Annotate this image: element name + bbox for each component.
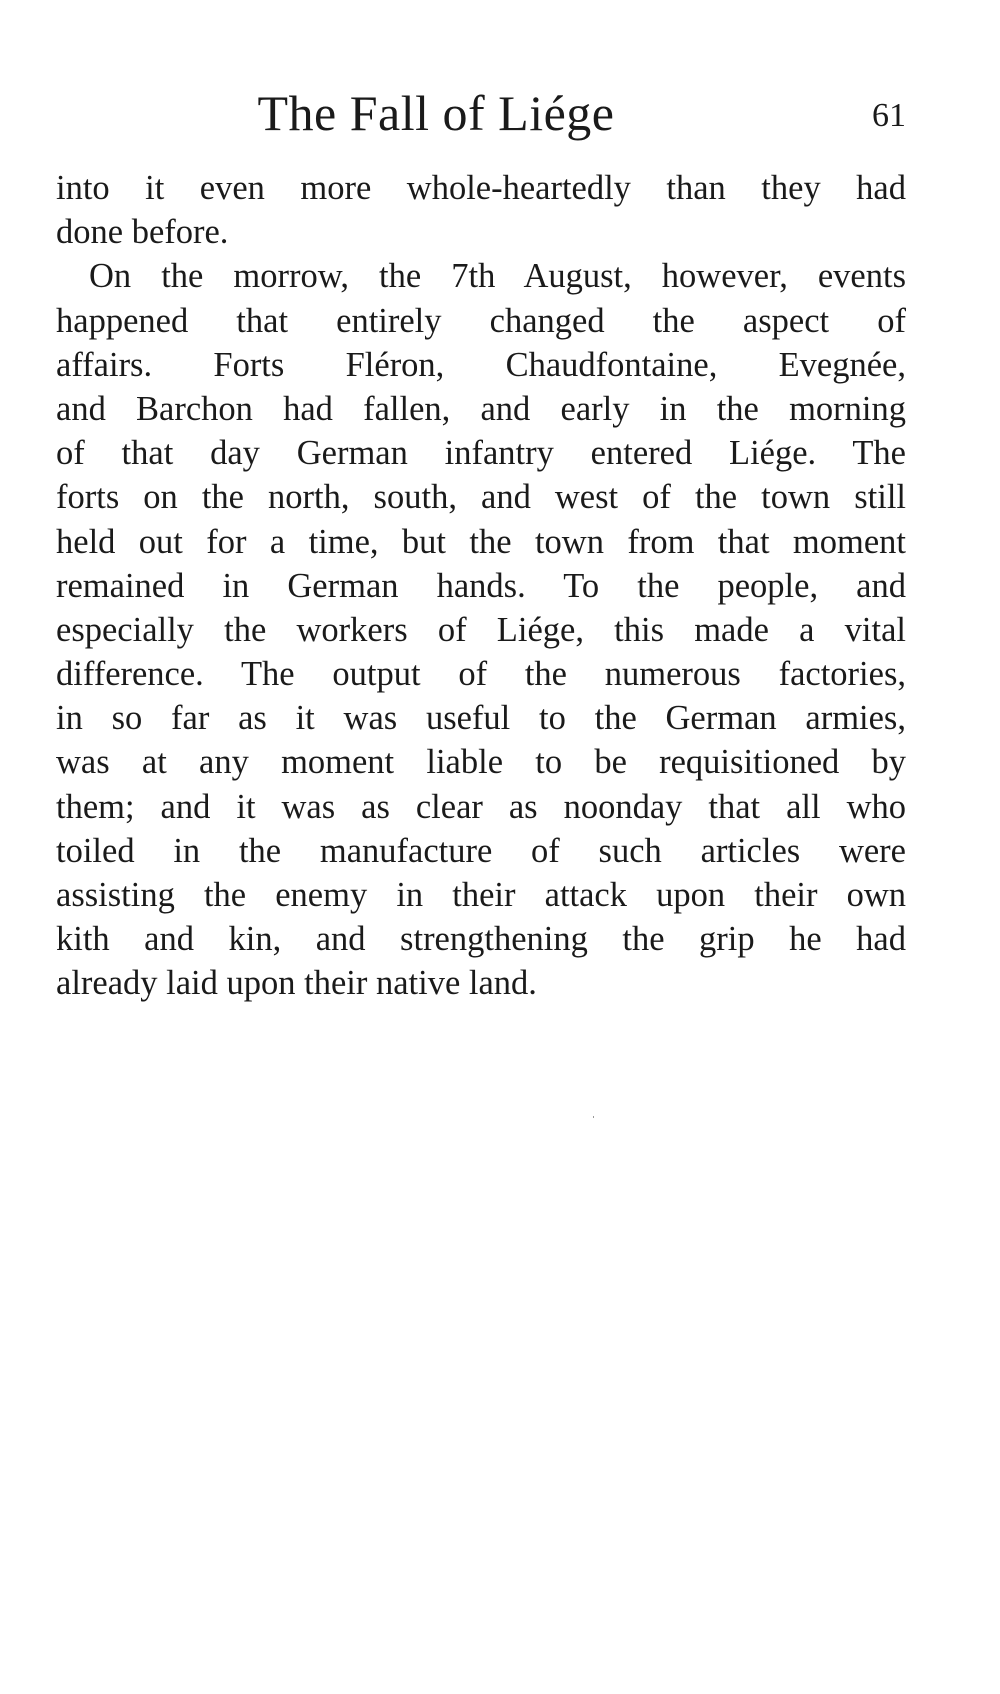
text-line: especially the workers of Liége, this made a vital bbox=[56, 610, 906, 649]
text-line: in so far as it was useful to the German armies, bbox=[56, 699, 906, 738]
paragraph bbox=[56, 254, 906, 1005]
paragraph bbox=[56, 166, 906, 254]
page-title: The Fall of Liége bbox=[257, 85, 615, 141]
text-line: into it even more whole-heartedly than they had bbox=[56, 169, 906, 207]
running-head bbox=[56, 78, 906, 148]
text-line: already laid upon their native land. bbox=[56, 964, 537, 1003]
text-line: happened that entirely changed the aspect of bbox=[56, 301, 906, 340]
text-line: of that day German infantry entered Liége. The bbox=[56, 434, 906, 473]
print-speck bbox=[593, 1116, 594, 1118]
text-line: assisting the enemy in their attack upon their own bbox=[56, 876, 906, 914]
text-line: held out for a time, but the town from that moment bbox=[56, 522, 906, 561]
body-text bbox=[56, 166, 906, 1006]
text-line: affairs. Forts Fléron, Chaudfontaine, Evegnée, bbox=[56, 345, 906, 384]
text-line: forts on the north, south, and west of the town still bbox=[56, 478, 906, 517]
text-line: remained in German hands. To the people, and bbox=[56, 566, 906, 605]
text-line: toiled in the manufacture of such articles were bbox=[56, 831, 906, 870]
text-line: and Barchon had fallen, and early in the morning bbox=[56, 389, 906, 428]
text-line: was at any moment liable to be requisitioned by bbox=[56, 743, 906, 782]
page-number: 61 bbox=[872, 97, 906, 134]
text-line: kith and kin, and strengthening the grip he had bbox=[56, 920, 906, 959]
text-line: On the morrow, the 7th August, however, events bbox=[89, 257, 906, 296]
text-line: them; and it was as clear as noonday that all who bbox=[56, 787, 906, 826]
text-line: done before. bbox=[56, 213, 229, 252]
text-line: difference. The output of the numerous factories, bbox=[56, 655, 906, 694]
